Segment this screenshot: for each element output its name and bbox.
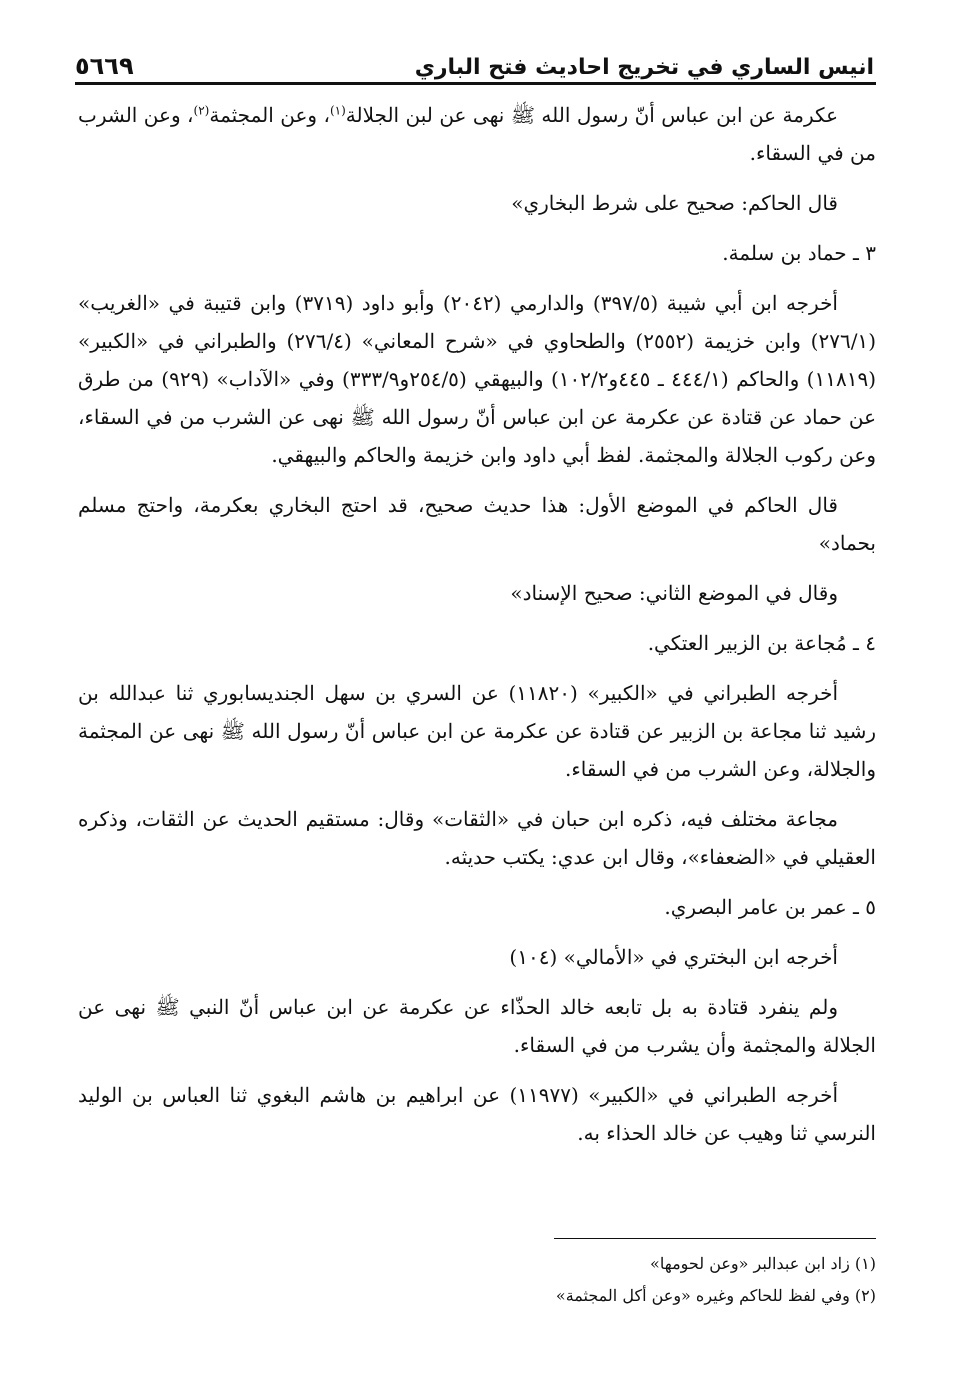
paragraph (78, 574, 876, 612)
footnote-marker: (٢) (193, 103, 210, 118)
paragraph-text: قال الحاكم في الموضع الأول: هذا حديث صحيح، قد احتج البخاري بعكرمة، واحتج مسلم بحماد» (78, 493, 876, 555)
paragraph-text: أخرجه ابن البختري في «الأمالي» (١٠٤) (509, 945, 838, 969)
paragraph (78, 184, 876, 222)
paragraph (78, 938, 876, 976)
paragraph-text: ، وعن المجثمة (209, 103, 330, 127)
paragraph-text: ٥ ـ عمر بن عامر البصري. (664, 895, 876, 919)
footnote: (١) زاد ابن عبدالبر «وعن لحومها» (650, 1254, 876, 1273)
footnote-rule (554, 1238, 876, 1239)
section-heading (78, 624, 876, 662)
paragraph-text: ٣ ـ حماد بن سلمة. (722, 241, 876, 265)
footnote: (٢) وفي لفظ للحاكم وغيره «وعن أكل المجثمة» (555, 1286, 876, 1305)
main-text (78, 96, 876, 1164)
header-rule (75, 82, 876, 85)
paragraph-text: مجاعة مختلف فيه، ذكره ابن حبان في «الثقات» وقال: مستقيم الحديث عن الثقات، وذكره العقيلي في «الضعفاء»، وقال ابن عدي: يكتب حديثه. (78, 807, 876, 869)
footnotes (78, 1248, 876, 1312)
footnote-marker: (١) (329, 103, 346, 118)
paragraph (78, 284, 876, 474)
paragraph (78, 988, 876, 1064)
paragraph-text: أخرجه الطبراني في «الكبير» (١١٩٧٧) عن ابراهيم بن هاشم البغوي ثنا العباس بن الوليد النرسي ثنا وهيب عن خالد الحذاء به. (78, 1083, 876, 1145)
paragraph-text: ٤ ـ مُجاعة بن الزبير العتكي. (647, 631, 876, 655)
paragraph (78, 486, 876, 562)
paragraph (78, 674, 876, 788)
page-header (75, 40, 874, 80)
section-heading (78, 234, 876, 272)
paragraph (78, 800, 876, 876)
book-title: انيس الساري في تخريج احاديث فتح الباري (414, 55, 874, 80)
paragraph-text: ولم ينفرد قتادة به بل تابعه خالد الحذّاء عن عكرمة عن ابن عباس أنّ النبي ﷺ نهى عن الجلالة والمجثمة وأن يشرب من في السقاء. (78, 995, 876, 1057)
page-number: ٥٦٦٩ (75, 52, 134, 80)
paragraph-text: ، وعن الشرب من في السقاء. (78, 103, 876, 165)
paragraph-text: أخرجه ابن أبي شيبة (٣٩٧/٥) والدارمي (٢٠٤٢) وأبو داود (٣٧١٩) وابن قتيبة في «الغريب» (٢٧٦/١) وابن خزيمة (٢٥٥٢) والطحاوي في «شرح المعاني» (٢٧٦/٤) والطبراني في «الكبير» (١١٨١٩) والحاكم (٤٤٤/١ ـ ٤٤٥و١٠٢/٢) والبيهقي (٢٥٤/٥و٣٣٣/٩) وفي «الآداب» (٩٢٩) من طرق عن حماد عن قتادة عن عكرمة عن ابن عباس أنّ رسول الله ﷺ نهى عن الشرب من في السقاء، وعن ركوب الجلالة والمجثمة. لفظ أبي داود وابن خزيمة والحاكم والبيهقي. (78, 291, 876, 467)
paragraph-text: أخرجه الطبراني في «الكبير» (١١٨٢٠) عن السري بن سهل الجنديسابوري ثنا عبدالله بن رشيد ثنا مجاعة بن الزبير عن قتادة عن عكرمة عن ابن عباس أنّ رسول الله ﷺ نهى عن المجثمة والجلالة، وعن الشرب من في السقاء. (78, 681, 876, 781)
paragraph-text: وقال في الموضع الثاني: صحيح الإسناد» (510, 581, 838, 605)
paragraph (78, 96, 876, 172)
paragraph (78, 1076, 876, 1152)
section-heading (78, 888, 876, 926)
paragraph-text: قال الحاكم: صحيح على شرط البخاري» (511, 191, 838, 215)
paragraph-text: عكرمة عن ابن عباس أنّ رسول الله ﷺ نهى عن لبن الجلالة (345, 103, 839, 127)
